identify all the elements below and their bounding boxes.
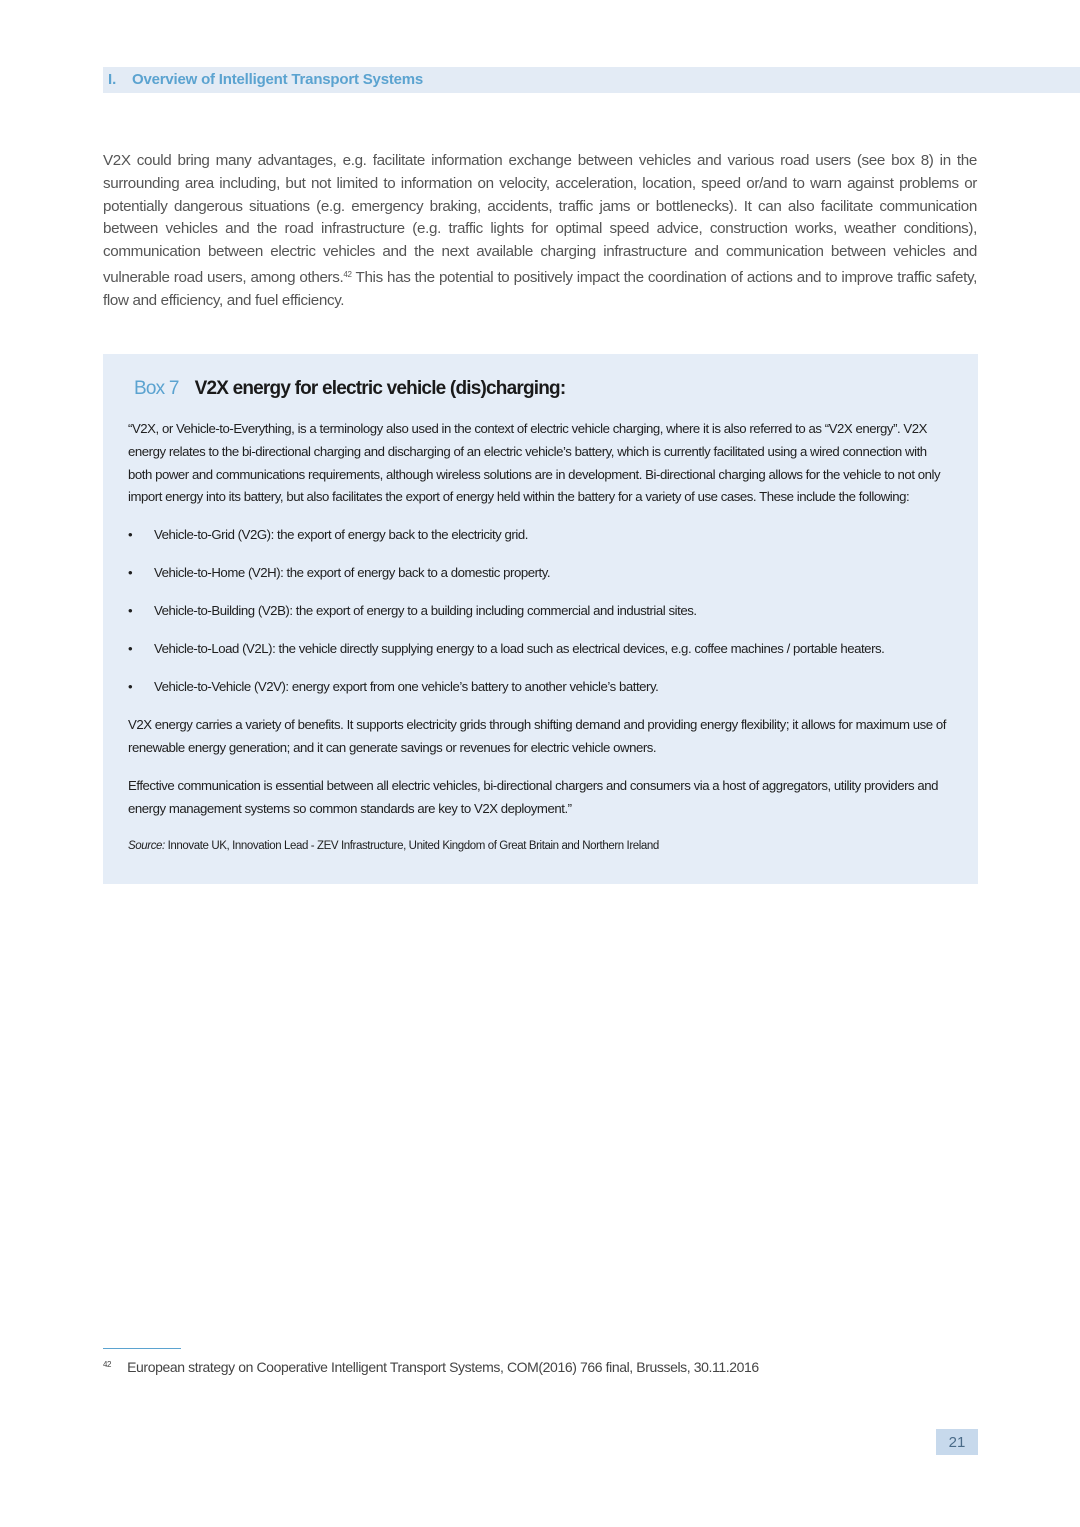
section-number: I.	[108, 71, 117, 88]
intro-text-continued: This has the potential to positively impact the coordination of actions and to improve traffic safety, flow and efficiency, and fuel efficiency.	[103, 268, 977, 309]
box-source	[128, 835, 952, 858]
intro-text: V2X could bring many advantages, e.g. facilitate information exchange between vehicles and various road users (see box 8) in the surrounding area including, but not limited to information on velocity, acceleration, location, speed or/and to warn against problems or potentially dangerous situations (e.g. emergency braking, accidents, traffic jams or bottlenecks). It can also facilitate communication between vehicles and the road infrastructure (e.g. traffic lights for optimal speed advice, construction works, weather conditions), communication between electric vehicles and the next available charging infrastructure and communication between vehicles and vulnerable road users, among others.	[103, 152, 977, 286]
box-intro: “V2X, or Vehicle-to-Everything, is a terminology also used in the context of electric vehicle charging, where it is also referred to as “V2X energy”. V2X energy relates to the bi-directional charging and discharging of an electric vehicle’s battery, which is currently facilitated using a wired connection with both power and communications requirements, although wireless solutions are in development. Bi-directional charging allows for the vehicle to not only import energy into its battery, but also facilitates the export of energy held within the battery for a variety of use cases. These include the following:	[128, 421, 941, 505]
footnote-divider	[103, 1348, 181, 1349]
section-title: Overview of Intelligent Transport Systems	[132, 71, 424, 88]
box-7	[103, 354, 978, 884]
intro-paragraph	[103, 150, 977, 313]
box-title	[134, 378, 565, 400]
use-case-list	[128, 524, 952, 699]
list-item: • Vehicle-to-Home (V2H): the export of energy back to a domestic property.	[128, 562, 952, 585]
source-label: Source:	[128, 840, 165, 853]
source-text: Innovate UK, Innovation Lead - ZEV Infrastructure, United Kingdom of Great Britain and Northern Ireland	[164, 840, 659, 853]
list-item: • Vehicle-to-Grid (V2G): the export of energy back to the electricity grid.	[128, 524, 952, 547]
box-heading: V2X energy for electric vehicle (dis)charging:	[194, 378, 566, 399]
list-item: • Vehicle-to-Load (V2L): the vehicle directly supplying energy to a load such as electrical devices, e.g. coffee machines / portable heaters.	[128, 638, 952, 661]
box-body	[128, 418, 952, 873]
section-header	[103, 67, 1080, 93]
box-paragraph-benefits: V2X energy carries a variety of benefits. It supports electricity grids through shifting demand and providing energy flexibility; it allows for maximum use of renewable energy generation; and it can generate savings or revenues for electric vehicle owners.	[128, 717, 947, 755]
footnote-ref[interactable]: 42	[343, 269, 352, 279]
footnote-number: 42	[103, 1360, 112, 1369]
page-number: 21	[936, 1429, 978, 1455]
box-number: Box 7	[134, 378, 179, 399]
box-paragraph-communication: Effective communication is essential between all electric vehicles, bi-directional chargers and consumers via a host of aggregators, utility providers and energy management systems so common standards are key to V2X deployment.”	[128, 777, 939, 816]
footnote-text: European strategy on Cooperative Intelligent Transport Systems, COM(2016) 766 final, Brussels, 30.11.2016	[127, 1359, 759, 1375]
list-item: • Vehicle-to-Vehicle (V2V): energy export from one vehicle’s battery to another vehicle’s battery.	[128, 676, 952, 699]
list-item: • Vehicle-to-Building (V2B): the export of energy to a building including commercial and industrial sites.	[128, 600, 952, 623]
footnote	[103, 1359, 759, 1375]
